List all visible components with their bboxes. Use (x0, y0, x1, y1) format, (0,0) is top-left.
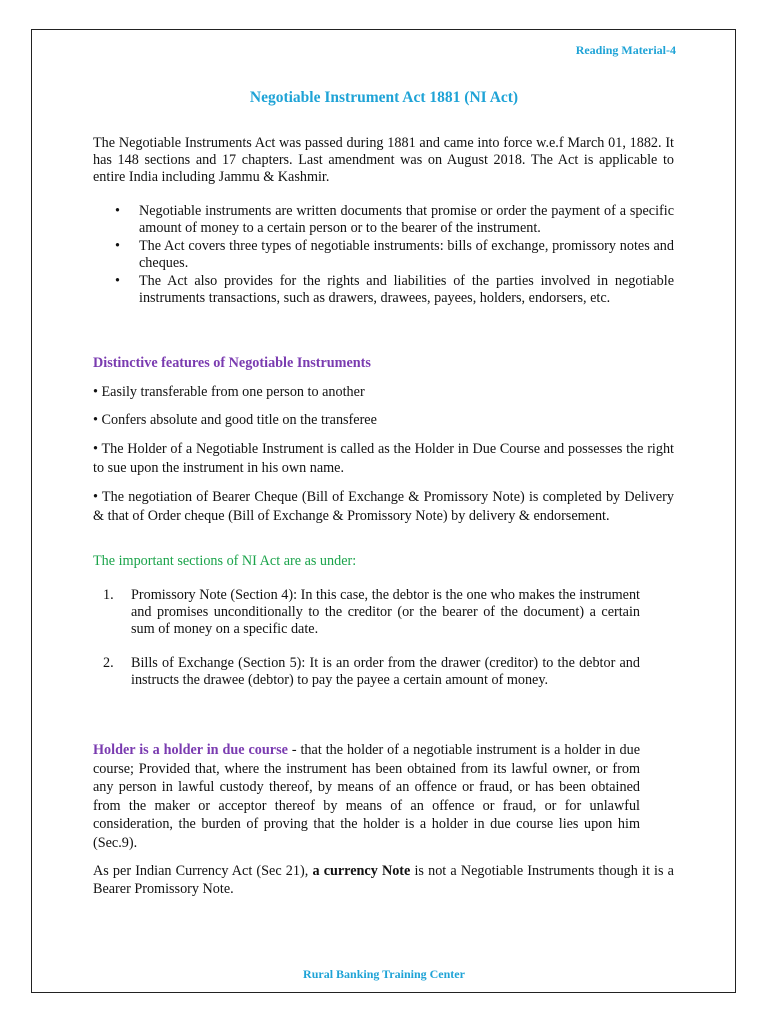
footer-text: Rural Banking Training Center (303, 967, 465, 981)
currency-paragraph (93, 862, 674, 898)
list-item (93, 203, 674, 237)
list-number: 1. (103, 587, 114, 603)
currency-text-after: is not a Negotiable Instruments though it is a Bearer Promissory Note. (93, 863, 674, 897)
holder-lead: Holder is a holder in due course (93, 742, 288, 758)
bullet-text: The Act covers three types of negotiable instruments: bills of exchange, promissory notes and cheques. (139, 238, 674, 271)
currency-text-before: As per Indian Currency Act (Sec 21), (93, 863, 313, 879)
sections-heading: The important sections of NI Act are as under: (93, 553, 357, 569)
bullet-text: Negotiable instruments are written documents that promise or order the payment of a specific amount of money to a certain person or to the bearer of the instrument. (139, 203, 674, 236)
currency-text-bold: a currency Note (312, 863, 411, 879)
feature-item: • Confers absolute and good title on the transferee (93, 412, 377, 428)
holder-paragraph (93, 741, 640, 852)
list-number: 2. (103, 655, 114, 671)
header-tag: Reading Material-4 (575, 43, 676, 57)
feature-item: • Easily transferable from one person to another (93, 384, 365, 400)
feature-item: • The negotiation of Bearer Cheque (Bill of Exchange & Promissory Note) is completed by Delivery & that of Order cheque (Bill of Exchange & Promissory Note) by delivery & endorsement. (93, 489, 674, 524)
list-item (103, 587, 640, 638)
bullet-icon: • (115, 273, 120, 289)
list-item (93, 238, 674, 272)
holder-text: - that the holder of a negotiable instrument is a holder in due course; Provided that, where the instrument has been obtained from its lawful owner, or from any person in lawful custody thereof, by means of an offence or fraud, or has been obtained from the maker or acceptor thereof by means of an offence or fraud, or for unlawful consideration, the burden of proving that the holder is a holder in due course lies upon him (Sec.9). (93, 742, 640, 851)
feature-item: • The Holder of a Negotiable Instrument is called as the Holder in Due Course and possesses the right to sue upon the instrument in his own name. (93, 441, 674, 476)
list-text: Promissory Note (Section 4): In this case, the debtor is the one who makes the instrument and promises unconditionally to the creditor (or the bearer of the document) a certain sum of money on a specific date. (131, 587, 640, 637)
bullet-list (93, 203, 674, 308)
bullet-icon: • (115, 238, 120, 254)
intro-paragraph: The Negotiable Instruments Act was passed during 1881 and came into force w.e.f March 01, 1882. It has 148 sections and 17 chapters. Last amendment was on August 2018. The Act is applicable to entire India including Jammu & Kashmir. (93, 135, 674, 185)
features-heading: Distinctive features of Negotiable Instruments (93, 355, 371, 371)
list-item (93, 273, 674, 307)
list-text: Bills of Exchange (Section 5): It is an order from the drawer (creditor) to the debtor and instructs the drawee (debtor) to pay the payee a certain amount of money. (131, 655, 640, 688)
bullet-icon: • (115, 203, 120, 219)
document-title: Negotiable Instrument Act 1881 (NI Act) (249, 89, 519, 106)
sections-list (103, 587, 640, 706)
list-item (103, 655, 640, 689)
bullet-text: The Act also provides for the rights and liabilities of the parties involved in negotiable instruments transactions, such as drawers, drawees, payees, holders, endorsers, etc. (139, 273, 674, 306)
